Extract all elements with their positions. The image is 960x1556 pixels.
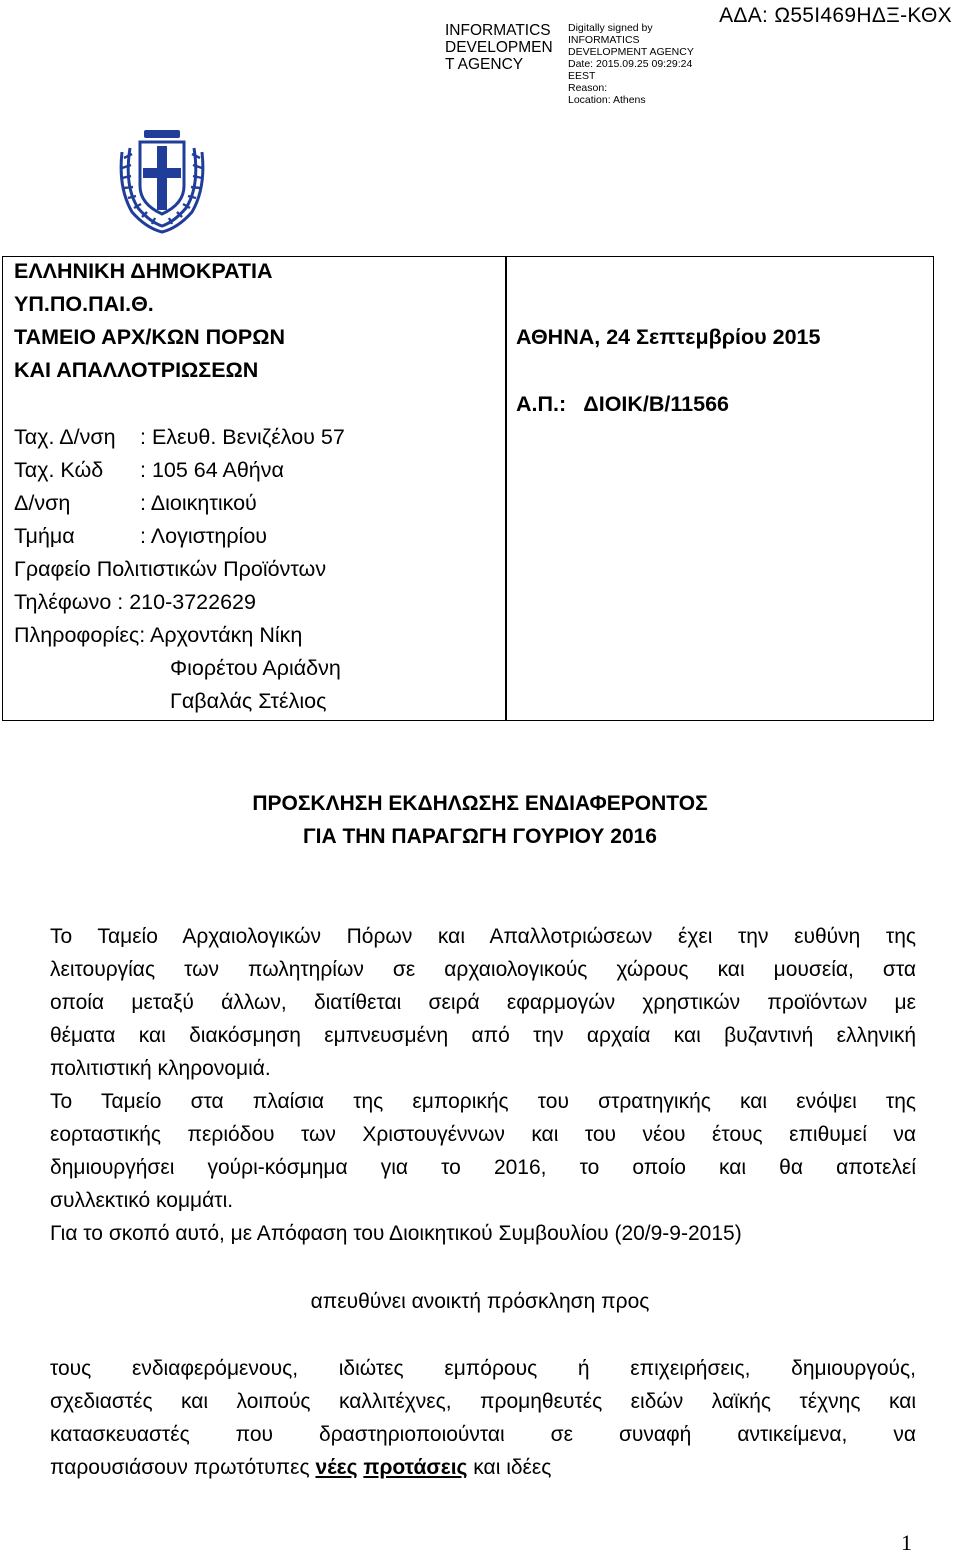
body-text-line: εορταστικής περιόδου των Χριστουγέννων και του νέου έτους επιθυμεί να [50, 1123, 916, 1146]
contact-name: Φιορέτου Αριάδνη [170, 656, 341, 680]
address-value: : Ελευθ. Βενιζέλου 57 [140, 425, 345, 449]
ada-code: ΑΔΑ: Ω55Ι469ΗΔΞ-ΚΘΧ [719, 4, 952, 27]
document-title-line: ΠΡΟΣΚΛΗΣΗ ΕΚΔΗΛΩΣΗΣ ΕΝΔΙΑΦΕΡΟΝΤΟΣ [252, 792, 708, 815]
body-text-line: κατασκευαστές που δραστηριοποιούνται σε συναφή αντικείμενα, να [50, 1423, 916, 1446]
postcode-label: Ταχ. Κώδ [14, 458, 104, 482]
sender-bold-line: ΤΑΜΕΙΟ ΑΡΧ/ΚΩΝ ΠΟΡΩΝ [14, 325, 285, 349]
emphasis-proposals: προτάσεις [363, 1456, 468, 1479]
signature-details [568, 22, 698, 106]
signature-detail-line: Digitally signed by [568, 22, 653, 34]
body-text-line: λειτουργίας των πωλητηρίων σε αρχαιολογικούς χώρους και μουσεία, στα [50, 958, 916, 981]
body-text-line: οποία μεταξύ άλλων, διατίθεται σειρά εφαρμογών χρηστικών προϊόντων με [50, 991, 916, 1014]
contact-name: Γαβαλάς Στέλιος [170, 689, 327, 713]
document-title-line: ΓΙΑ ΤΗΝ ΠΑΡΑΓΩΓΗ ΓΟΥΡΙΟΥ 2016 [302, 825, 657, 848]
signature-org-line: DEVELOPMEN [445, 39, 553, 56]
signature-detail-line: INFORMATICS [568, 34, 640, 46]
contacts-line: Πληροφορίες: Αρχοντάκη Νίκη [14, 623, 303, 647]
body-text-line: τους ενδιαφερόμενους, ιδιώτες εμπόρους ή επιχειρήσεις, δημιουργούς, [50, 1357, 916, 1380]
body-text-segment: παρουσιάσουν πρωτότυπες [50, 1456, 316, 1479]
body-text-line [50, 1451, 916, 1484]
body-text-line: Το Ταμείο στα πλαίσια της εμπορικής του στρατηγικής και ενόψει της [50, 1090, 916, 1113]
directorate-value: : Διοικητικού [140, 491, 257, 515]
sender-bold-line: ΚΑΙ ΑΠΑΛΛΟΤΡΙΩΣΕΩΝ [14, 358, 259, 382]
protocol-number: Α.Π.: ΔΙΟΙΚ/Β/11566 [516, 392, 730, 416]
emphasis-new: νέες [315, 1456, 358, 1479]
signature-detail-line: Reason: [568, 82, 608, 94]
signature-detail-line: DEVELOPMENT AGENCY [568, 46, 694, 58]
header-divider [505, 256, 507, 721]
signature-org-line: INFORMATICS [445, 22, 551, 39]
body-text-line: δημιουργήσει γούρι-κόσμημα για το 2016, το οποίο και θα αποτελεί [50, 1156, 916, 1179]
page-number: 1 [901, 1530, 912, 1555]
date-line: ΑΘΗΝΑ, 24 Σεπτεμβρίου 2015 [516, 325, 821, 349]
body-text-line: συλλεκτικό κομμάτι. [50, 1189, 234, 1212]
signature-org-line: T AGENCY [445, 56, 524, 73]
body-text-line: Το Ταμείο Αρχαιολογικών Πόρων και Απαλλοτριώσεων έχει την ευθύνη της [50, 925, 916, 948]
address-label: Ταχ. Δ/νση [14, 425, 116, 449]
signature-organization [445, 22, 570, 73]
postcode-value: : 105 64 Αθήνα [140, 458, 284, 482]
office-name: Γραφείο Πολιτιστικών Προϊόντων [14, 557, 327, 581]
department-value: : Λογιστηρίου [140, 524, 268, 548]
directorate-label: Δ/νση [14, 491, 71, 515]
body-text-line: θέματα και διακόσμηση εμπνευσμένη από την αρχαία και βυζαντινή ελληνική [50, 1024, 916, 1047]
department-label: Τμήμα [14, 524, 75, 548]
body-text-segment: και ιδέες [467, 1456, 552, 1479]
hellenic-republic-seal-icon [110, 128, 214, 236]
invitation-line: απευθύνει ανοικτή πρόσκληση προς [310, 1290, 650, 1313]
signature-detail-line: Date: 2015.09.25 09:29:24 [568, 58, 693, 70]
body-text-line: Για το σκοπό αυτό, με Απόφαση του Διοικητικού Συμβουλίου (20/9-9-2015) [50, 1222, 742, 1245]
body-text-line: σχεδιαστές και λοιπούς καλλιτέχνες, προμηθευτές ειδών λαϊκής τέχνης και [50, 1390, 916, 1413]
signature-detail-line: Location: Athens [568, 94, 646, 106]
phone-line: Τηλέφωνο : 210-3722629 [14, 590, 256, 614]
sender-bold-line: ΥΠ.ΠΟ.ΠΑΙ.Θ. [14, 292, 154, 316]
sender-bold-line: ΕΛΛΗΝΙΚΗ ΔΗΜΟΚΡΑΤΙΑ [14, 259, 273, 283]
signature-detail-line: EEST [568, 70, 596, 82]
body-text-line: πολιτιστική κληρονομιά. [50, 1057, 271, 1080]
